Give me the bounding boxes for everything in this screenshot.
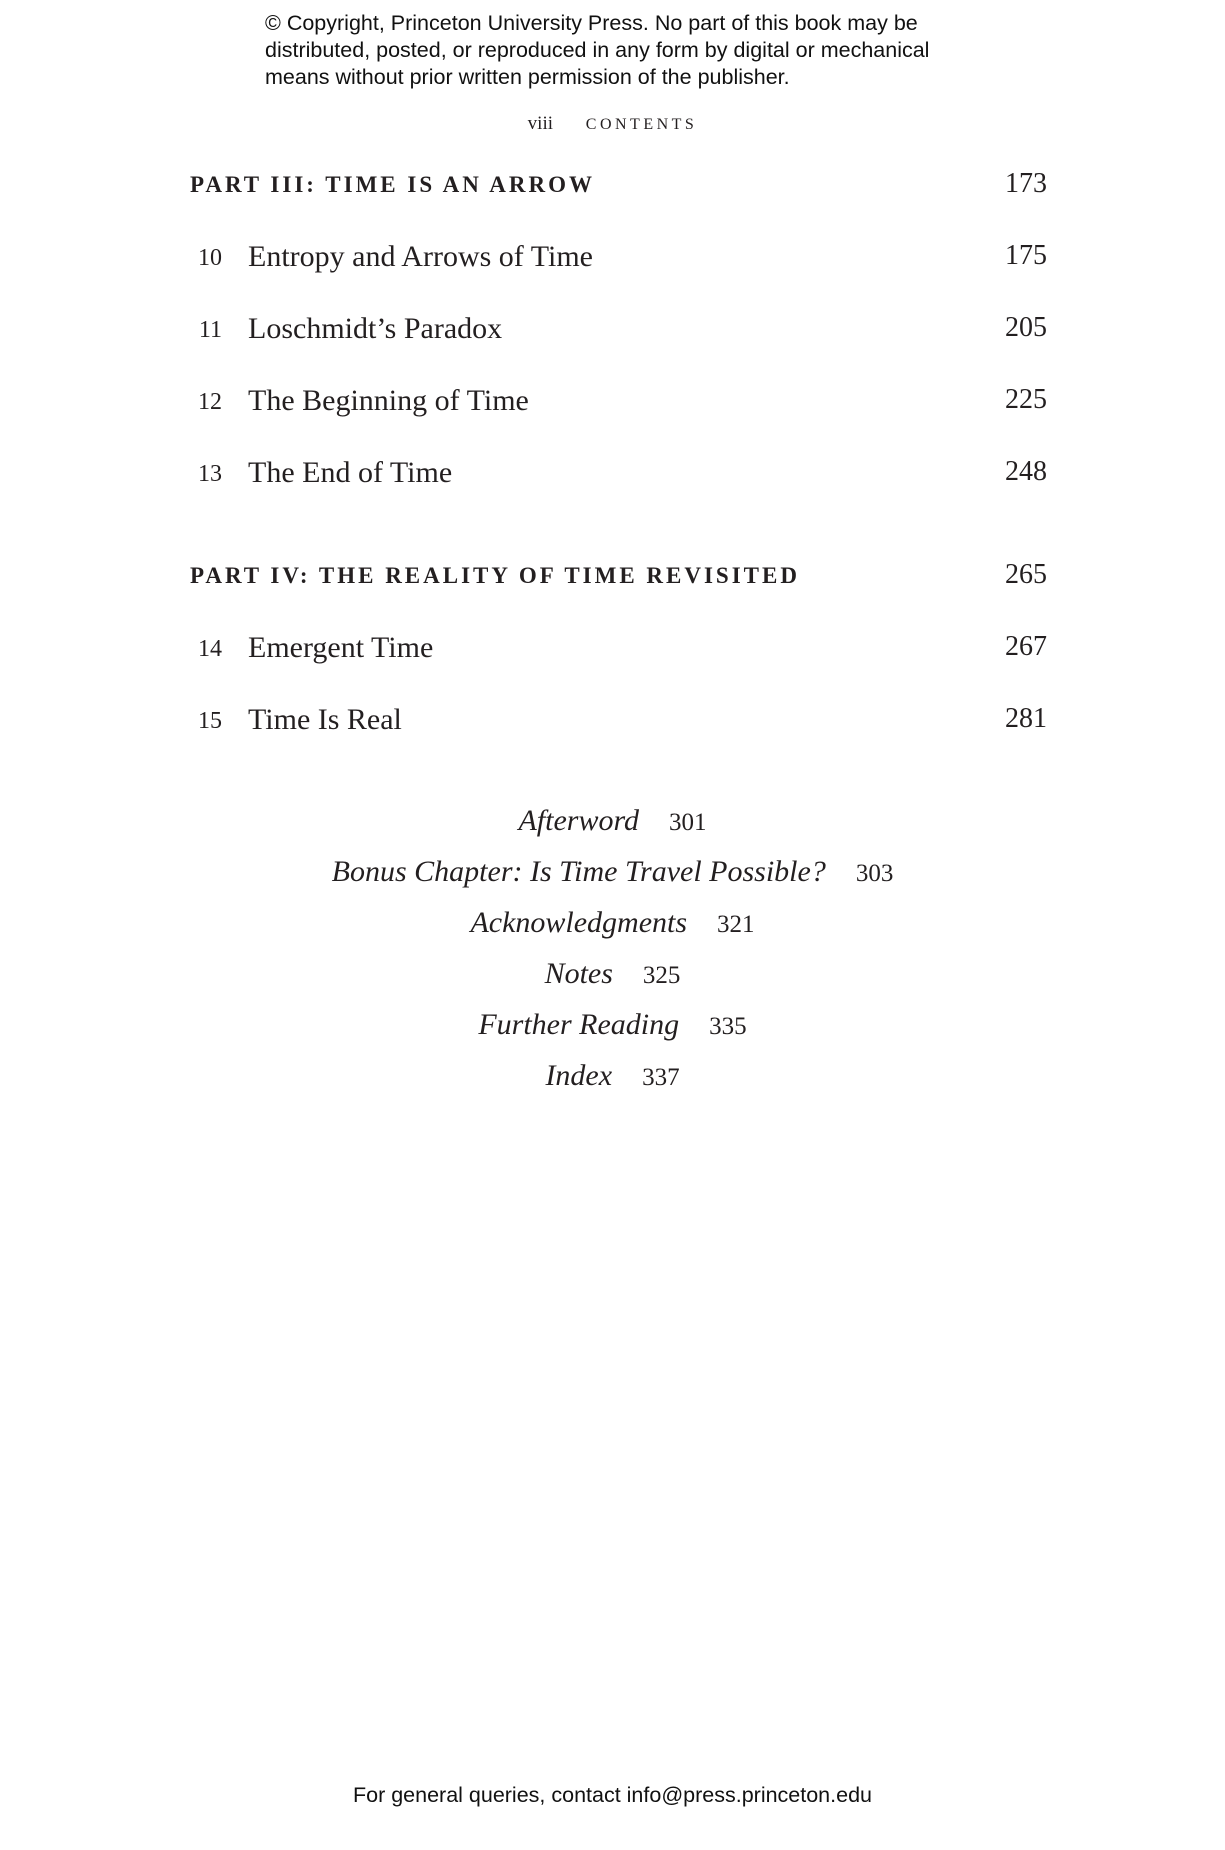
chapter-page-number: 248 bbox=[1005, 456, 1047, 487]
back-matter-entry[interactable] bbox=[0, 999, 1225, 1050]
copyright-line: means without prior written permission of the publisher. bbox=[265, 65, 790, 89]
chapter-page-number: 175 bbox=[1005, 240, 1047, 271]
back-matter-page-number: 301 bbox=[669, 809, 707, 836]
chapter-number: 11 bbox=[198, 317, 222, 343]
part-title: PART IV: THE REALITY OF TIME REVISITED bbox=[190, 563, 800, 588]
part-page-number: 173 bbox=[1005, 168, 1047, 199]
footer-contact: For general queries, contact info@press.princeton.edu bbox=[352, 1783, 872, 1807]
chapter-title: Loschmidt’s Paradox bbox=[248, 312, 503, 345]
back-matter-title: Bonus Chapter: Is Time Travel Possible? bbox=[331, 855, 826, 888]
back-matter-title: Afterword bbox=[518, 804, 640, 837]
chapter-number: 13 bbox=[198, 461, 222, 487]
chapter-title: Emergent Time bbox=[248, 631, 434, 664]
copyright-line: distributed, posted, or reproduced in any form by digital or mechanical bbox=[265, 38, 930, 62]
running-head bbox=[0, 113, 1225, 135]
copyright-notice bbox=[265, 10, 965, 91]
back-matter-title: Further Reading bbox=[478, 1008, 680, 1041]
chapter-title: Time Is Real bbox=[248, 703, 402, 736]
back-matter-entry[interactable] bbox=[0, 948, 1225, 999]
chapter-page-number: 225 bbox=[1005, 384, 1047, 415]
chapter-title: The Beginning of Time bbox=[248, 384, 529, 417]
back-matter-page-number: 321 bbox=[717, 911, 755, 938]
toc-part-heading[interactable] bbox=[190, 168, 1047, 199]
back-matter-title: Index bbox=[545, 1059, 613, 1092]
back-matter-entry[interactable] bbox=[0, 846, 1225, 897]
back-matter-entry[interactable] bbox=[0, 1050, 1225, 1101]
chapter-page-number: 267 bbox=[1005, 631, 1047, 662]
back-matter-title: Acknowledgments bbox=[470, 906, 688, 939]
back-matter-page-number: 325 bbox=[642, 962, 681, 989]
back-matter-page-number: 335 bbox=[709, 1013, 747, 1040]
back-matter-entry[interactable] bbox=[0, 795, 1225, 846]
back-matter-page-number: 337 bbox=[642, 1064, 680, 1091]
back-matter-page-number: 303 bbox=[855, 860, 894, 887]
back-matter-entry[interactable] bbox=[0, 897, 1225, 948]
page-folio: viii bbox=[527, 113, 554, 134]
back-matter-list bbox=[0, 795, 1225, 1101]
part-title: PART III: TIME IS AN ARROW bbox=[190, 172, 596, 197]
chapter-page-number: 281 bbox=[1005, 703, 1047, 734]
part-page-number: 265 bbox=[1005, 559, 1047, 590]
running-head-title: CONTENTS bbox=[585, 116, 698, 133]
chapter-title: The End of Time bbox=[248, 456, 453, 489]
back-matter-title: Notes bbox=[544, 957, 613, 990]
chapter-number: 14 bbox=[198, 636, 222, 662]
copyright-line: © Copyright, Princeton University Press. No part of this book may be bbox=[265, 11, 918, 35]
chapter-title: Entropy and Arrows of Time bbox=[248, 240, 593, 273]
chapter-number: 15 bbox=[198, 708, 222, 734]
chapter-number: 10 bbox=[198, 245, 222, 271]
chapter-page-number: 205 bbox=[1005, 312, 1047, 343]
toc-part-heading[interactable] bbox=[190, 559, 1047, 590]
chapter-number: 12 bbox=[198, 389, 222, 415]
